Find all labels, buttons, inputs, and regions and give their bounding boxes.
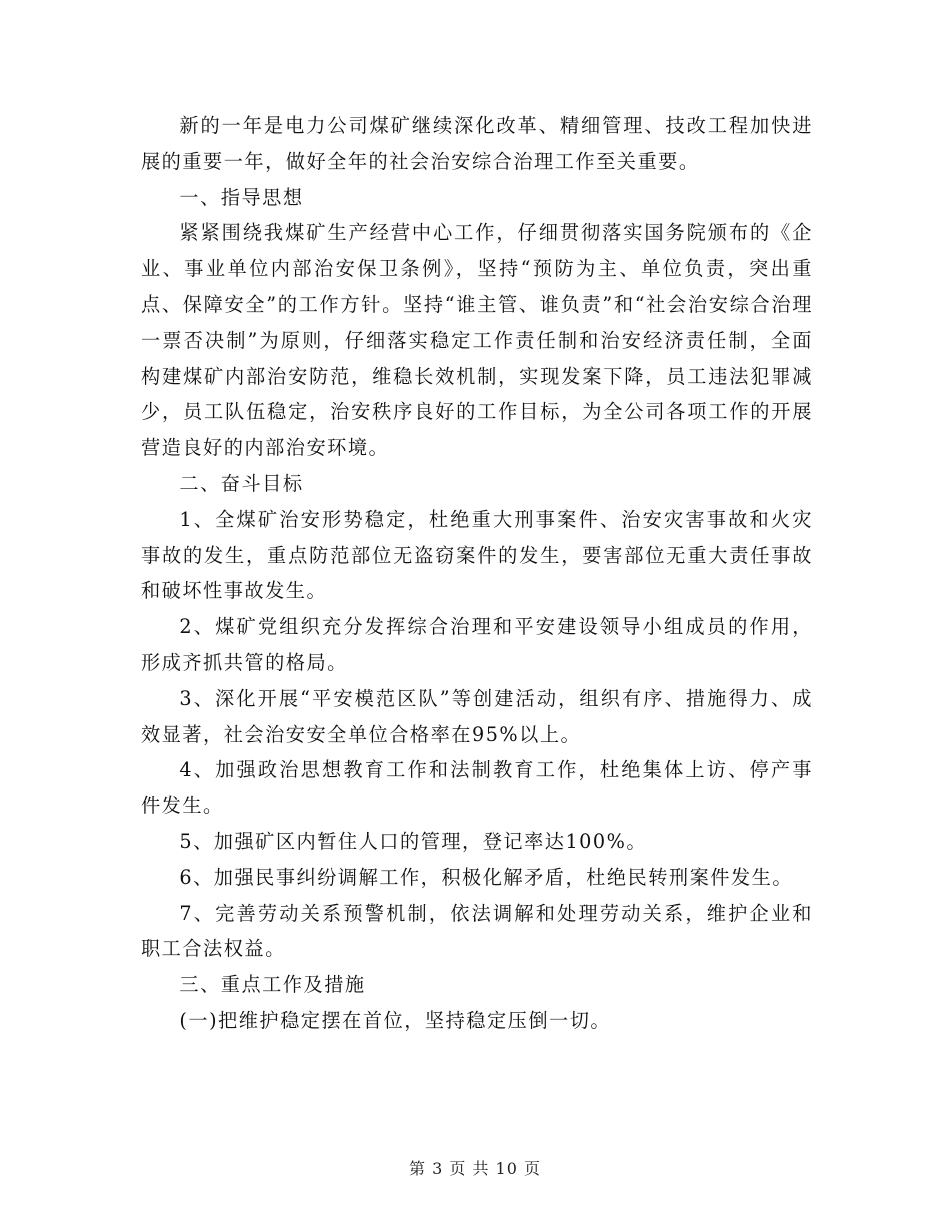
section-1-heading: 一、指导思想 bbox=[179, 185, 304, 209]
goal-item: 6、加强民事纠纷调解工作，积极化解矛盾，杜绝民转刑案件发生。 bbox=[179, 865, 794, 889]
page-number-footer: 第 3 页 共 10 页 bbox=[409, 1159, 541, 1178]
section-1-body: 紧紧围绕我煤矿生产经营中心工作，仔细贯彻落实国务院颁布的《企业、事业单位内部治安保卫条例》，坚持“预防为主、单位负责，突出重点、保障安全”的工作方针。坚持“谁主管、谁负责”和“社会治安综合治理一票否决制”为原则，仔细落实稳定工作责任制和治安经济责任制，全面构建煤矿内部治安防范，维稳长效机制，实现发案下降，员工违法犯罪减少，员工队伍稳定，治安秩序良好的工作目标，为全公司各项工作的开展营造良好的内部治安环境。 bbox=[141, 221, 813, 460]
document-body bbox=[141, 108, 813, 1039]
goal-item: 3、深化开展“平安模范区队”等创建活动，组织有序、措施得力、成效显著，社会治安安全单位合格率在95%以上。 bbox=[141, 686, 813, 746]
goal-item: 5、加强矿区内暂住人口的管理，登记率达100%。 bbox=[179, 829, 648, 853]
section-3-item-1: (一)把维护稳定摆在首位，坚持稳定压倒一切。 bbox=[179, 1008, 612, 1032]
intro-paragraph: 新的一年是电力公司煤矿继续深化改革、精细管理、技改工程加快进展的重要一年，做好全年的社会治安综合治理工作至关重要。 bbox=[141, 114, 813, 173]
goal-item: 2、煤矿党组织充分发挥综合治理和平安建设领导小组成员的作用，形成齐抓共管的格局。 bbox=[141, 615, 813, 674]
goal-item: 7、完善劳动关系预警机制，依法调解和处理劳动关系，维护企业和职工合法权益。 bbox=[141, 901, 813, 961]
goal-item: 4、加强政治思想教育工作和法制教育工作，杜绝集体上访、停产事件发生。 bbox=[141, 758, 813, 818]
goal-item: 1、全煤矿治安形势稳定，杜绝重大刑事案件、治安灾害事故和火灾事故的发生，重点防范部位无盗窃案件的发生，要害部位无重大责任事故和破坏性事故发生。 bbox=[141, 507, 813, 603]
section-3-heading: 三、重点工作及措施 bbox=[179, 973, 366, 997]
section-2-heading: 二、奋斗目标 bbox=[179, 471, 304, 495]
